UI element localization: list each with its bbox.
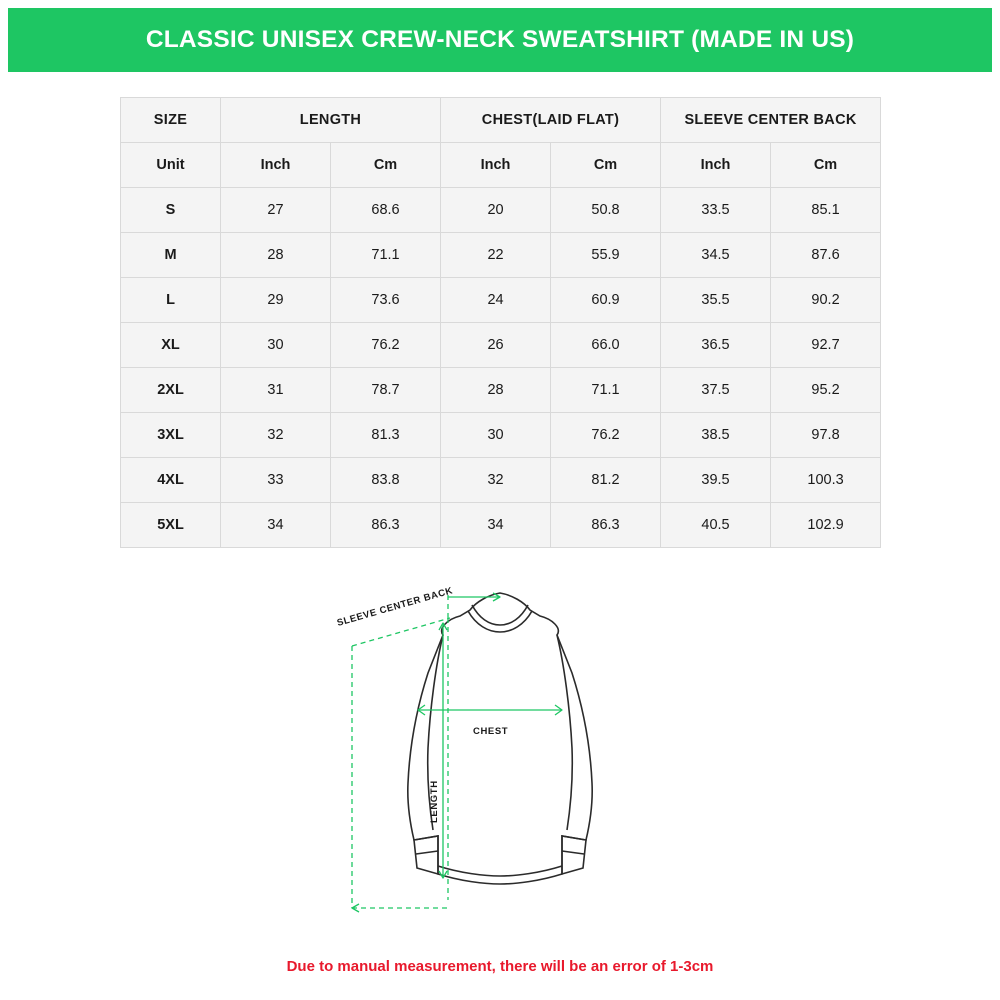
- size-table-container: [120, 97, 880, 548]
- unit-chest-cm: Cm: [551, 143, 661, 188]
- page-title: CLASSIC UNISEX CREW-NECK SWEATSHIRT (MADE IN US): [145, 26, 855, 53]
- cell-chest-cm: 50.8: [551, 188, 661, 233]
- table-row: [121, 233, 881, 278]
- cell-length-cm: 78.7: [331, 368, 441, 413]
- cell-chest-cm: 55.9: [551, 233, 661, 278]
- cell-sleeve-inch: 36.5: [661, 323, 771, 368]
- table-row: [121, 323, 881, 368]
- header-banner: [8, 8, 992, 72]
- cell-chest-cm: 71.1: [551, 368, 661, 413]
- cell-chest-inch: 22: [441, 233, 551, 278]
- cell-chest-cm: 81.2: [551, 458, 661, 503]
- cell-chest-inch: 26: [441, 323, 551, 368]
- cell-chest-inch: 20: [441, 188, 551, 233]
- label-chest: CHEST: [473, 726, 509, 737]
- cell-length-inch: 27: [221, 188, 331, 233]
- cell-sleeve-cm: 90.2: [771, 278, 881, 323]
- header-sleeve: SLEEVE CENTER BACK: [661, 98, 881, 143]
- cell-sleeve-cm: 100.3: [771, 458, 881, 503]
- cell-length-cm: 76.2: [331, 323, 441, 368]
- cell-sleeve-cm: 85.1: [771, 188, 881, 233]
- sweatshirt-illustration: [300, 578, 700, 928]
- unit-label: Unit: [121, 143, 221, 188]
- cell-length-cm: 86.3: [331, 503, 441, 548]
- unit-sleeve-inch: Inch: [661, 143, 771, 188]
- cell-length-inch: 28: [221, 233, 331, 278]
- table-unit-row: [121, 143, 881, 188]
- cell-sleeve-cm: 95.2: [771, 368, 881, 413]
- table-row: [121, 458, 881, 503]
- unit-sleeve-cm: Cm: [771, 143, 881, 188]
- cell-length-inch: 29: [221, 278, 331, 323]
- cell-chest-inch: 34: [441, 503, 551, 548]
- cell-chest-inch: 28: [441, 368, 551, 413]
- sleeve-diagonal-guide: [352, 618, 450, 646]
- cell-sleeve-inch: 40.5: [661, 503, 771, 548]
- header-chest: CHEST(LAID FLAT): [441, 98, 661, 143]
- unit-length-inch: Inch: [221, 143, 331, 188]
- cell-length-cm: 81.3: [331, 413, 441, 458]
- cell-sleeve-inch: 35.5: [661, 278, 771, 323]
- cell-length-inch: 32: [221, 413, 331, 458]
- cell-chest-cm: 86.3: [551, 503, 661, 548]
- table-row: [121, 413, 881, 458]
- cell-chest-cm: 76.2: [551, 413, 661, 458]
- cell-sleeve-inch: 37.5: [661, 368, 771, 413]
- cell-length-cm: 68.6: [331, 188, 441, 233]
- unit-chest-inch: Inch: [441, 143, 551, 188]
- cell-size: XL: [121, 323, 221, 368]
- cell-sleeve-cm: 102.9: [771, 503, 881, 548]
- table-row: [121, 503, 881, 548]
- cell-size: 5XL: [121, 503, 221, 548]
- cell-length-inch: 30: [221, 323, 331, 368]
- cell-sleeve-inch: 39.5: [661, 458, 771, 503]
- header-length: LENGTH: [221, 98, 441, 143]
- cell-length-cm: 71.1: [331, 233, 441, 278]
- cell-chest-inch: 32: [441, 458, 551, 503]
- label-length: LENGTH: [429, 780, 440, 823]
- cell-length-cm: 73.6: [331, 278, 441, 323]
- measurement-disclaimer: Due to manual measurement, there will be an error of 1-3cm: [286, 958, 714, 975]
- garment-outline: [408, 593, 592, 884]
- cell-sleeve-inch: 38.5: [661, 413, 771, 458]
- cell-length-cm: 83.8: [331, 458, 441, 503]
- cell-size: 2XL: [121, 368, 221, 413]
- cell-size: 3XL: [121, 413, 221, 458]
- cell-chest-cm: 60.9: [551, 278, 661, 323]
- cell-size: M: [121, 233, 221, 278]
- table-row: [121, 368, 881, 413]
- unit-length-cm: Cm: [331, 143, 441, 188]
- measurement-guides: [352, 593, 562, 912]
- table-row: [121, 278, 881, 323]
- cell-size: S: [121, 188, 221, 233]
- cell-sleeve-cm: 97.8: [771, 413, 881, 458]
- cell-size: L: [121, 278, 221, 323]
- cell-size: 4XL: [121, 458, 221, 503]
- size-table: [120, 97, 881, 548]
- cell-length-inch: 33: [221, 458, 331, 503]
- cell-sleeve-inch: 34.5: [661, 233, 771, 278]
- label-sleeve-center-back: SLEEVE CENTER BACK: [335, 585, 455, 629]
- cell-chest-inch: 24: [441, 278, 551, 323]
- cell-sleeve-inch: 33.5: [661, 188, 771, 233]
- sweatshirt-diagram: [300, 578, 700, 928]
- cell-sleeve-cm: 92.7: [771, 323, 881, 368]
- cell-chest-inch: 30: [441, 413, 551, 458]
- header-size: SIZE: [121, 98, 221, 143]
- cell-length-inch: 34: [221, 503, 331, 548]
- cell-sleeve-cm: 87.6: [771, 233, 881, 278]
- cell-length-inch: 31: [221, 368, 331, 413]
- cell-chest-cm: 66.0: [551, 323, 661, 368]
- table-group-header-row: [121, 98, 881, 143]
- table-row: [121, 188, 881, 233]
